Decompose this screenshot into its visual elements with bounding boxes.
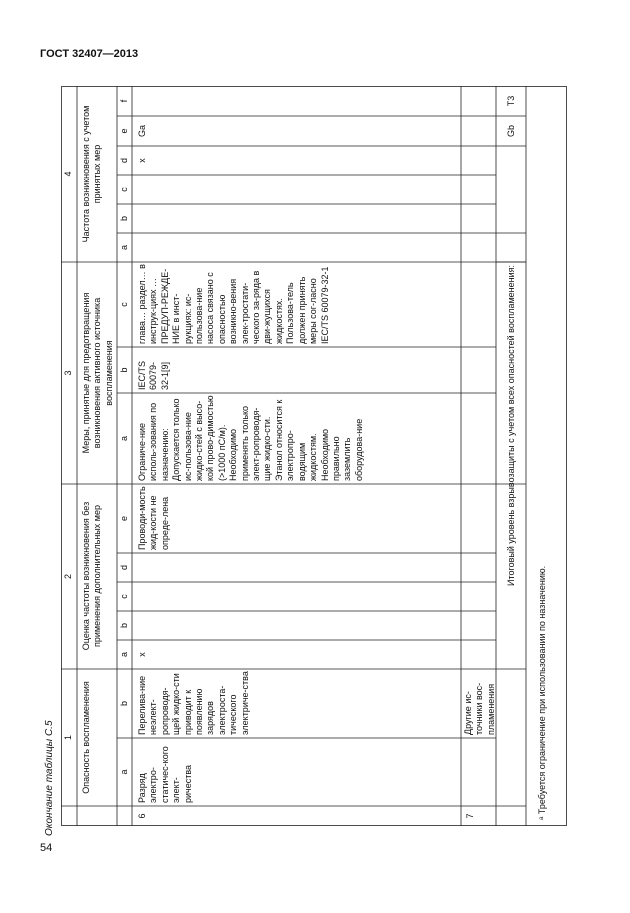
- rotated-table: [61, 86, 567, 826]
- table-area: [61, 86, 567, 826]
- row-7-hazard-b: Другие ис-точники вос-пламенения: [463, 682, 496, 735]
- row-6-freq-e: Проводи-мость жид-кости не опреде-лена: [137, 486, 170, 550]
- sub-header-2e: e: [119, 516, 129, 522]
- page-number: 54: [40, 842, 53, 854]
- summary-gb: Gb: [506, 125, 516, 138]
- sub-header-1a: a: [119, 769, 129, 775]
- sub-header-2a: a: [119, 652, 129, 658]
- summary-label: Итоговый уровень взрывозащиты с учетом всех опасностей воспламенения:: [506, 265, 516, 587]
- sub-header-4b: b: [119, 216, 129, 222]
- row-6-final-e: Ga: [137, 125, 147, 138]
- row-6-number: 6: [137, 813, 147, 819]
- col-title-3: Меры, принятые для предотвращения возникновения активного источника воспламенения: [81, 292, 114, 454]
- col-number-2: 2: [63, 574, 73, 580]
- col-title-1: Опасность воспламенения: [81, 681, 91, 794]
- row-6-measures-b: IEC/TS 60079-32-1[9]: [137, 360, 170, 390]
- row-6-hazard-b: Перелива-ние неэлект-ропроводя-щей жидко-сти приводит к появлению зарядов электроста-тического электриче-ства: [137, 671, 250, 735]
- row-6-final-d: x: [137, 158, 147, 163]
- sub-header-4f: f: [119, 99, 129, 103]
- row-6-freq-a: x: [137, 652, 147, 657]
- row-6-hazard-a: Разряд электро-статичес-кого элект-ричества: [137, 746, 193, 803]
- row-7-number: 7: [465, 813, 475, 819]
- sub-header-3a: a: [119, 436, 129, 442]
- sub-header-2b: b: [119, 623, 129, 629]
- row-6-measures-c: глава… раздел… в инструк-циях … ПРЕДУП-РЕЖДЕ-НИЕ в инст-рукциях: ис-пользова-ние насоса связано с опасностью возникно-вения элек-тростати-ческого за-ряда в дви-жущихся жидкостях. Пользова-тель должен принять меры сог-ласно IEC/TS 60079-32-1: [137, 264, 330, 344]
- row-6-measures-a: Ограниче-ние исполь-зования по назначению: Допускается только ис-пользова-ние жидко-стей с высо-кой прово-димостью (>1000 пС/м). Необходимо применять только элект-ропроводя-щие жидко-сти. Этанол относится к электропро-водящим жидкостям. Необходимо правильно заземлить оборудова-ние: [137, 395, 364, 481]
- sub-header-1b: b: [119, 701, 129, 707]
- sub-header-4c: c: [119, 187, 129, 192]
- col-title-4: Частота возникновения с учетом принятых мер: [81, 105, 103, 243]
- summary-t3: T3: [506, 95, 516, 107]
- col-title-2: Оценка частоты возникновения без применения дополнительных мер: [81, 501, 103, 651]
- sub-header-4d: d: [119, 158, 129, 164]
- footnote: ᵃ Требуется ограничение при использовании по назначению.: [537, 565, 547, 820]
- sub-header-4e: e: [119, 128, 129, 134]
- sub-header-2c: c: [119, 594, 129, 599]
- sub-header-3c: c: [119, 302, 129, 307]
- sub-header-4a: a: [119, 245, 129, 251]
- col-number-3: 3: [63, 370, 73, 376]
- sub-header-3b: b: [119, 367, 129, 373]
- sub-header-2d: d: [119, 565, 129, 571]
- document-header: ГОСТ 32407—2013: [40, 48, 139, 60]
- col-number-4: 4: [63, 171, 73, 177]
- col-number-1: 1: [63, 735, 73, 741]
- table-caption: Окончание таблицы С.5: [44, 720, 55, 836]
